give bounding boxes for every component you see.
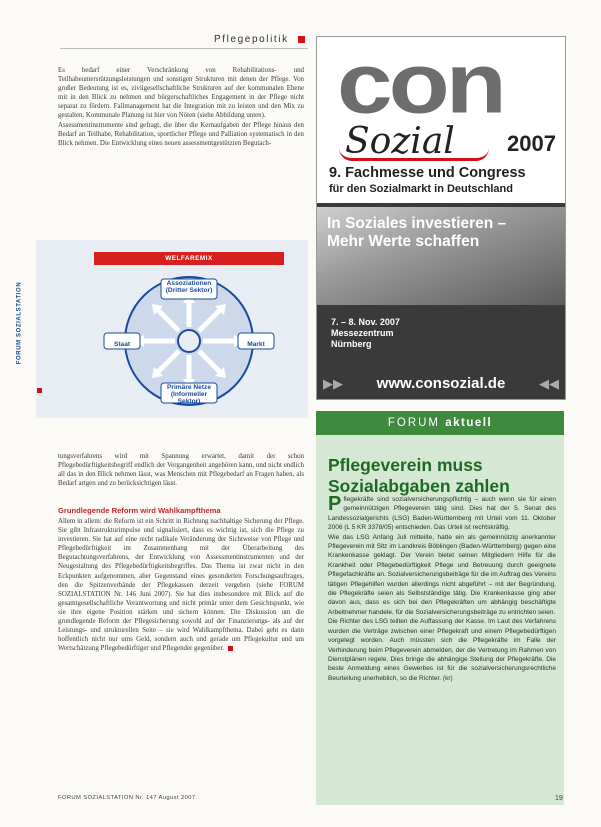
header-rule bbox=[60, 48, 308, 49]
ad-date-1: 7. – 8. Nov. 2007 bbox=[331, 317, 400, 327]
footer-text: FORUM SOZIALSTATION Nr. 147 August 2007 bbox=[58, 795, 196, 801]
ad-title-1: 9. Fachmesse und Congress bbox=[329, 165, 526, 181]
label-assoziationen: Assoziationen (Dritter Sektor) bbox=[165, 280, 213, 294]
diagram-red-square bbox=[37, 388, 42, 393]
article-paragraph-2: Wie das LSG Anfang Juli mitteilte, hatte ein als gemeinnützig anerkannter Pflegeverein mit Sitz im Landkreis Böblingen (Baden-Württemberg) gegen eine Krankenkasse geklagt. Der Verein bietet seinen Mitgliedern Hilfe für die Krankheit oder Pflegebedürftigkeit Pflege und Betreuung durch geeignete Pflegefachkräfte an. Sozialversicherungsbeiträge für die im Auftrag des Vereins tätigen Pflegehilfen wurden allerdings nicht abgeführt – mit der Begründung, die Pflegekräfte seien als Selbstständige tätig. Die Krankenkasse ging aber davon aus, dass es sich bei den Pflegekräften um abhängig beschäftigte Arbeitnehmer handele, für die Sozialversicherungsbeiträge zu entrichten seien. bbox=[328, 533, 556, 616]
forum-aktuell-bold: aktuell bbox=[445, 417, 493, 429]
label-staat: Staat bbox=[113, 341, 131, 348]
inner-circle bbox=[178, 330, 200, 352]
subheading: Grundlegende Reform wird Wahlkampfthema bbox=[58, 506, 221, 515]
left-column-top bbox=[58, 66, 304, 148]
article-paragraph-3: Die Richter des LSG teilten die Auffassung der Kasse. Im Laut des Verfahrens wurden die Verträge zwischen einer Pflegekraft und einem Pflegebedürftigen vorgelegt worden. Auch müssten sich die Pflegekräfte im Falle der Verhinderung beim Pflegeverein abmelden, der die Vertretung im Rahmen von Dienstplänen regele. Dies bringe die abhängige Stellung der Pflegekräfte. Die beste Anmeldung eines Gewerbes ist für die sozialversicherungsrechtliche Beurteilung unerheblich, so die Richter. (kr) bbox=[328, 618, 556, 682]
paragraph-2: Assessmentinstrumente sind gefragt, die über die Kernaufgaben der Pflege hinaus den Bedarf an Teilhabe, Rehabilitation, sportlicher Pflege und Palliation systematisch in den Blick nehmen. Die Entwicklung eines neuen assessmentgestützten Begutach- bbox=[58, 121, 304, 147]
article-title-line-1: Pflegeverein muss bbox=[328, 455, 483, 475]
drop-cap: P bbox=[328, 493, 342, 515]
paragraph-1: Es bedarf einer Verschränkung von Rehabilitations- und Teilhabeunterstützungsleistungen und sonstigen Strukturen mit denen der Pflege. Von großer Bedeutung ist es, zivilgesellschaftliche Strukturen auf der kommunalen Ebene mit in den Blick zu nehmen und bürgerschaftliches Engagement in der Pflege nicht separat zu fördern. Fallmanagement hat die Integration mit zu leisten und den Mix zu gestalten. Kommunale Planung ist hier von Nöten (siehe Abbildung unten). bbox=[58, 67, 304, 120]
ad-date-2: Messezentrum bbox=[331, 328, 394, 338]
ad-con-logo: con bbox=[337, 35, 503, 132]
page-number: 19 bbox=[555, 795, 563, 802]
ad-swoosh bbox=[339, 148, 489, 161]
end-mark bbox=[228, 646, 233, 651]
forum-aktuell-prefix: FORUM bbox=[387, 417, 441, 429]
consozial-advertisement bbox=[316, 36, 566, 400]
diagram-band: WELFAREMIX bbox=[94, 252, 284, 265]
ad-title-2: für den Sozialmarkt in Deutschland bbox=[329, 183, 513, 195]
left-column-bottom bbox=[58, 517, 304, 653]
header-red-square bbox=[298, 36, 305, 43]
ad-year: 2007 bbox=[507, 131, 556, 156]
ad-slogan-1: In Soziales investieren – bbox=[327, 215, 507, 232]
ad-arrows-right-icon: ◀◀ bbox=[539, 376, 559, 391]
section-header: Pflegepolitik bbox=[214, 34, 289, 45]
paragraph-4: Allem in allem: die Reform ist ein Schritt in Richtung nachhaltige Sicherung der Pflege. Sie gibt Infrastrukturimpulse und signalisiert, dass es wichtig ist, sich die Pflege zu investieren. Sie hat auf eine recht radikale Veränderung der Sichtweise von Pflege und Pflegebedürftigkeit im Zusammenhang mit der Überarbeitung des Begutachtungsverfahrens, der Entwicklung von Assessmentinstrumenten und der Neugestaltung des Pflegebedürftigkeitsbegriffes. Das Thema ist zwar nicht in den Eckpunkten aufgenommen, aber Gegenstand eines gesonderten Forschungsauftrages, den die Spitzenverbände der Pflegekassen derzeit vergeben (siehe FORUM SOZIALSTATION Nr. 146 Juni 2007). Sie hat dies insbesondere mit Blick auf die gesamtgesellschaftliche Verantwortung und nicht primär unter dem Gesichtspunkt, wie sie ihre eigene Position stärken und sichern können. Die Diskussion um die grundlegende Reform der Pflegesicherung sowohl auf der Finanzierungs- als auf der Leistungs- und strukturellen Seite – sie wird Wahlkampfthema. Dabei geht es dann hoffentlich nicht nur ums Geld, sondern auch und gerade um Pflegekultur und um Wertschätzung Pflegebedürftiger und Pflegender gegenüber. bbox=[58, 518, 304, 653]
forum-aktuell-header bbox=[316, 411, 564, 435]
paragraph-3: tungsverfahrens wird mit Spannung erwartet, damit der schon Pflegebedürftigkeitsbegriff endlich der Vergangenheit angehören kann, und nicht endlich all das in den Blick nehmen lässt, was Menschen mit Pflegebedarf an Fragen haben, als Bedarf artgen und zu berücksichtigen lässt. bbox=[58, 453, 304, 488]
ad-arrows-left-icon: ▶▶ bbox=[323, 376, 343, 391]
article-title bbox=[328, 455, 510, 497]
ad-date-block bbox=[331, 317, 400, 350]
left-column-middle bbox=[58, 452, 304, 488]
label-primaere-netze: Primäre Netze (Informeller Sektor) bbox=[167, 384, 211, 405]
diagram-sidebar bbox=[16, 240, 52, 418]
label-markt: Markt bbox=[247, 341, 265, 348]
ad-slogan-2: Mehr Werte schaffen bbox=[327, 233, 480, 250]
article-paragraph-1: flegekräfte sind sozialversicherungspflichtig – auch wenn sie für einen gemeinnützigen Pflegeverein tätig sind. Dies hat der 5. Senat des Landessozialgerichts (LSG) Baden-Württemberg mit Urteil vom 11. Oktober 2006 (L 5 KR 3378/05) entschieden. Das Urteil ist rechtskräftig. bbox=[328, 496, 556, 532]
article-body bbox=[328, 495, 556, 683]
diagram-side-label: FORUM SOZIALSTATION bbox=[16, 281, 23, 365]
ad-date-3: Nürnberg bbox=[331, 339, 372, 349]
ad-url-link[interactable]: www.consozial.de bbox=[376, 375, 506, 392]
ad-sozial-logo: Sozial bbox=[345, 121, 455, 162]
welfare-mix-diagram bbox=[16, 240, 308, 418]
forum-aktuell-box bbox=[316, 435, 564, 805]
article-title-line-2: Sozialabgaben zahlen bbox=[328, 476, 510, 496]
